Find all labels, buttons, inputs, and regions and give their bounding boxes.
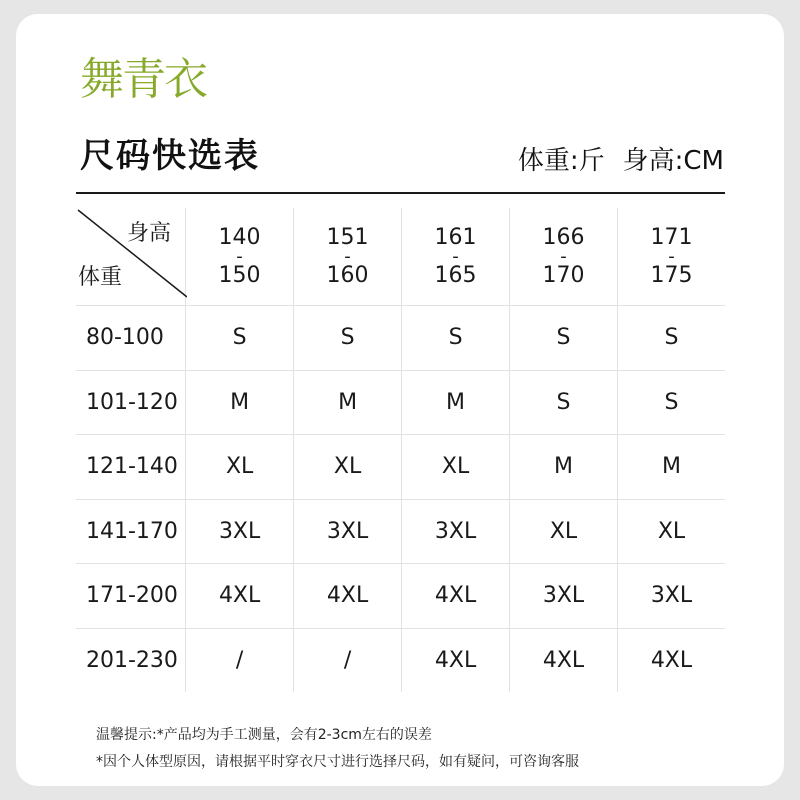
- height-range-header: 166 - 170: [509, 208, 617, 305]
- table-header-row: [76, 208, 725, 306]
- weight-axis-label: 体重: [78, 265, 123, 290]
- measurement-note: 温馨提示:*产品均为手工测量，会有2-3cm左右的误差: [96, 727, 432, 743]
- height-range-header: 140 - 150: [185, 208, 293, 305]
- height-axis-label: 身高: [126, 221, 171, 246]
- size-cell: /: [185, 629, 293, 693]
- size-cell: S: [293, 306, 401, 370]
- size-cell: XL: [509, 500, 617, 564]
- size-cell: M: [617, 435, 725, 499]
- size-cell: S: [509, 371, 617, 435]
- size-cell: S: [617, 371, 725, 435]
- weight-range-cell: 141-170: [86, 518, 178, 544]
- size-cell: 4XL: [293, 564, 401, 628]
- size-cell: 4XL: [617, 629, 725, 693]
- size-cell: 3XL: [509, 564, 617, 628]
- table-row: [76, 306, 725, 371]
- size-cell: M: [509, 435, 617, 499]
- size-cell: 4XL: [185, 564, 293, 628]
- size-cell: M: [401, 371, 509, 435]
- weight-range-cell: 101-120: [86, 389, 178, 415]
- height-range-header: 151 - 160: [293, 208, 401, 305]
- size-cell: /: [293, 629, 401, 693]
- size-cell: XL: [293, 435, 401, 499]
- notes: [96, 722, 579, 776]
- size-cell: M: [185, 371, 293, 435]
- brand-logo: 舞青衣: [80, 54, 206, 105]
- table-row: [76, 435, 725, 500]
- size-cell: S: [509, 306, 617, 370]
- table-row: [76, 564, 725, 629]
- size-cell: XL: [185, 435, 293, 499]
- height-unit: 身高:CM: [622, 146, 724, 176]
- table-row: [76, 629, 725, 693]
- weight-range-cell: 80-100: [86, 325, 164, 351]
- weight-unit: 体重:斤: [517, 146, 605, 176]
- size-cell: 4XL: [401, 564, 509, 628]
- size-cell: S: [401, 306, 509, 370]
- size-cell: 3XL: [617, 564, 725, 628]
- height-range-header: 161 - 165: [401, 208, 509, 305]
- size-cell: 3XL: [185, 500, 293, 564]
- units-legend: [518, 148, 724, 174]
- table-row: [76, 500, 725, 565]
- weight-range-cell: 201-230: [86, 647, 178, 673]
- size-cell: M: [293, 371, 401, 435]
- corner-cell: [76, 208, 185, 305]
- size-cell: 3XL: [401, 500, 509, 564]
- weight-range-cell: 171-200: [86, 583, 178, 609]
- size-table: [76, 208, 725, 692]
- title-divider: [76, 192, 725, 194]
- size-cell: XL: [617, 500, 725, 564]
- weight-range-cell: 121-140: [86, 454, 178, 480]
- page-title: 尺码快选表: [80, 136, 260, 176]
- height-range-header: 171 - 175: [617, 208, 725, 305]
- size-cell: S: [185, 306, 293, 370]
- size-cell: XL: [401, 435, 509, 499]
- size-chart-card: [16, 14, 784, 786]
- sizing-advice-note: *因个人体型原因，请根据平时穿衣尺寸进行选择尺码，如有疑问，可咨询客服: [96, 754, 579, 770]
- table-row: [76, 371, 725, 436]
- size-cell: 4XL: [509, 629, 617, 693]
- size-cell: 4XL: [401, 629, 509, 693]
- size-cell: S: [617, 306, 725, 370]
- size-cell: 3XL: [293, 500, 401, 564]
